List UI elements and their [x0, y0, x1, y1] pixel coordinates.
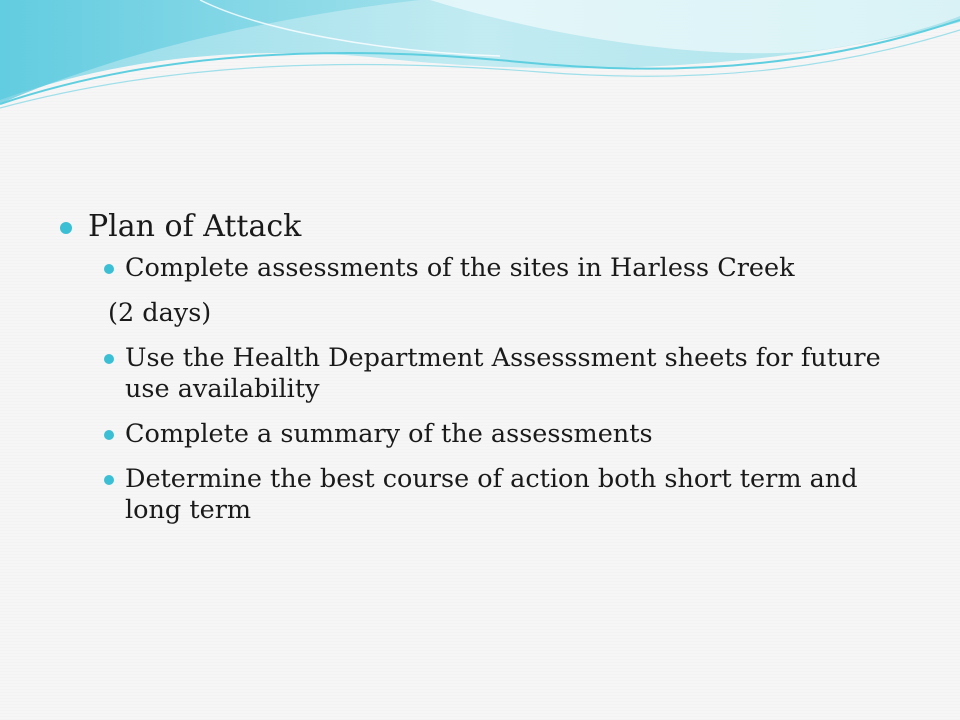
bullet-icon [104, 264, 114, 274]
bullet-plan-of-attack [60, 205, 920, 249]
bullet-title-text: Plan of Attack [88, 209, 302, 244]
slide-body [60, 205, 920, 540]
sub-bullet-complete-assessments [60, 253, 920, 284]
sub-bullet-determine-action [60, 464, 920, 526]
sub-bullet-complete-summary [60, 419, 920, 450]
duration-note: (2 days) [108, 298, 212, 328]
bullet-icon [104, 475, 114, 485]
sub-bullet-use-health-sheets [60, 343, 920, 405]
bullet-icon [60, 222, 72, 234]
sub-bullet-text: Determine the best course of action both short term and long term [125, 464, 858, 525]
bullet-icon [104, 430, 114, 440]
sub-bullet-text: Use the Health Department Assesssment sheets for future use availability [125, 343, 881, 404]
sub-bullet-text: Complete a summary of the assessments [125, 419, 653, 449]
decorative-wave-header [0, 0, 960, 120]
sub-bullet-text: Complete assessments of the sites in Harless Creek [125, 253, 795, 283]
bullet-icon [104, 354, 114, 364]
